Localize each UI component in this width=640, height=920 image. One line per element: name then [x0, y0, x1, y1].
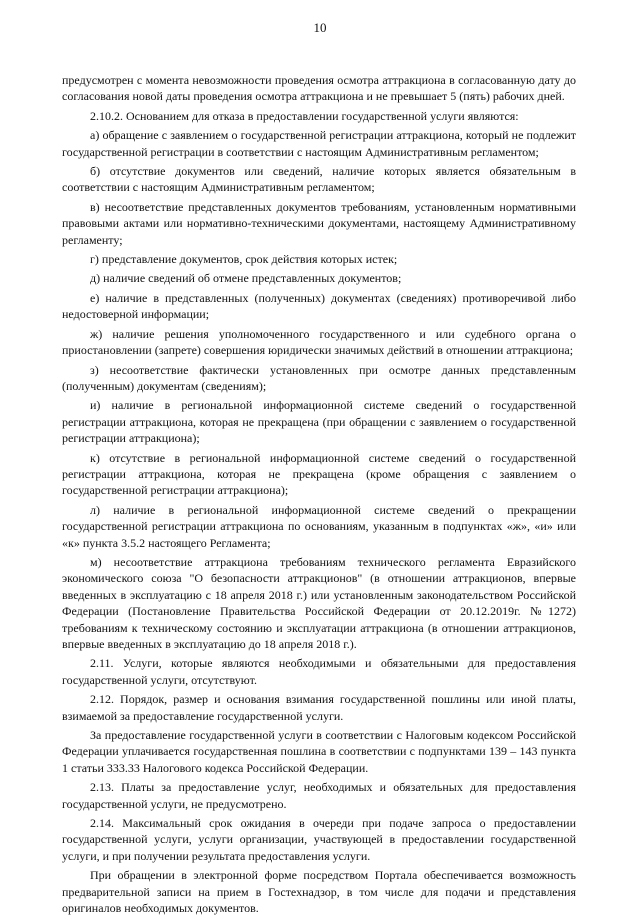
paragraph: ж) наличие решения уполномоченного государственного и или судебного органа о приостановлении (запрете) совершения юридически значимых действий в отношении аттракциона; [62, 326, 576, 358]
paragraph: предусмотрен с момента невозможности проведения осмотра аттракциона в согласованную дату до согласования новой даты проведения осмотра аттракциона и не превышает 5 (пять) рабочих дней. [62, 73, 576, 104]
paragraph: г) представление документов, срок действия которых истек; [90, 252, 398, 267]
paragraph: 2.13. Платы за предоставление услуг, необходимых и обязательных для предоставления государственной услуги, не предусмотрено. [62, 780, 576, 811]
paragraph: д) наличие сведений об отмене представленных документов; [90, 271, 402, 286]
paragraph: 2.14. Максимальный срок ожидания в очереди при подаче запроса о предоставлении государственной услуги, услуги организации, участвующей в предоставлении государственной услуги, и при получении результата предоставления услуги. [62, 816, 576, 863]
paragraph: и) наличие в региональной информационной системе сведений о государственной регистрации аттракциона, которая не прекращена (при обращении с заявлением о государственной регистрации аттракциона); [62, 398, 576, 446]
paragraph: к) отсутствие в региональной информационной системе сведений о государственной регистрации аттракциона, которая не прекращена (кроме обращения с заявлением о государственной регистрации аттракциона); [62, 450, 576, 498]
paragraph: з) несоответствие фактически установленных при осмотре данных представленным (полученным) документам (сведениям); [62, 362, 576, 393]
paragraph: е) наличие в представленных (полученных) документах (сведениях) противоречивой либо недостоверной информации; [62, 290, 576, 322]
paragraph: а) обращение с заявлением о государственной регистрации аттракциона, который не подлежит государственной регистрации в соответствии с настоящим Административным регламентом; [62, 128, 576, 159]
paragraph: 2.10.2. Основанием для отказа в предоставлении государственной услуги являются: [90, 108, 519, 123]
paragraph: За предоставление государственной услуги в соответствии с Налоговым кодексом Российской Федерации уплачивается государственная пошлина в соответствии с подпунктами 139 – 143 пункта 1 статьи 333.33 Налогового кодекса Российской Федерации. [62, 728, 576, 775]
paragraph: в) несоответствие представленных документов требованиям, установленным нормативными правовыми актами или нормативно-техническими документами, настоящему Административному регламенту; [62, 199, 576, 247]
paragraph: б) отсутствие документов или сведений, наличие которых является обязательным в соответствии с настоящим Административным регламентом; [62, 164, 576, 195]
paragraph: л) наличие в региональной информационной системе сведений о прекращении государственной регистрации аттракциона по основаниям, указанным в подпунктах «ж», «и» или «к» пункта 3.5.2 настоящего Регламента; [62, 502, 576, 550]
paragraph: При обращении в электронной форме посредством Портала обеспечивается возможность предварительной записи на прием в Гостехнадзор, в том числе для подачи и представления оригиналов необходимых документов. [62, 868, 576, 916]
paragraph: м) несоответствие аттракциона требованиям технического регламента Евразийского экономического союза "О безопасности аттракционов" (в отношении аттракционов, впервые введенных в эксплуатацию с 18 апреля 2018 г.) или установленным законодательством Российской Федерации (Постановление Правительства Российской Федерации от 20.12.2019г. №1272) требованиям к техническому состоянию и эксплуатации аттракциона (в отношении аттракционов, впервые введенных в эксплуатацию до 18 апреля 2018 г.). [62, 554, 576, 651]
paragraph: 2.12. Порядок, размер и основания взимания государственной пошлины или иной платы, взимаемой за предоставление государственной услуги. [62, 692, 576, 723]
document-body [62, 72, 576, 920]
page-number: 10 [313, 20, 327, 35]
paragraph: 2.11. Услуги, которые являются необходимыми и обязательными для предоставления государственной услуги, отсутствуют. [62, 656, 576, 687]
